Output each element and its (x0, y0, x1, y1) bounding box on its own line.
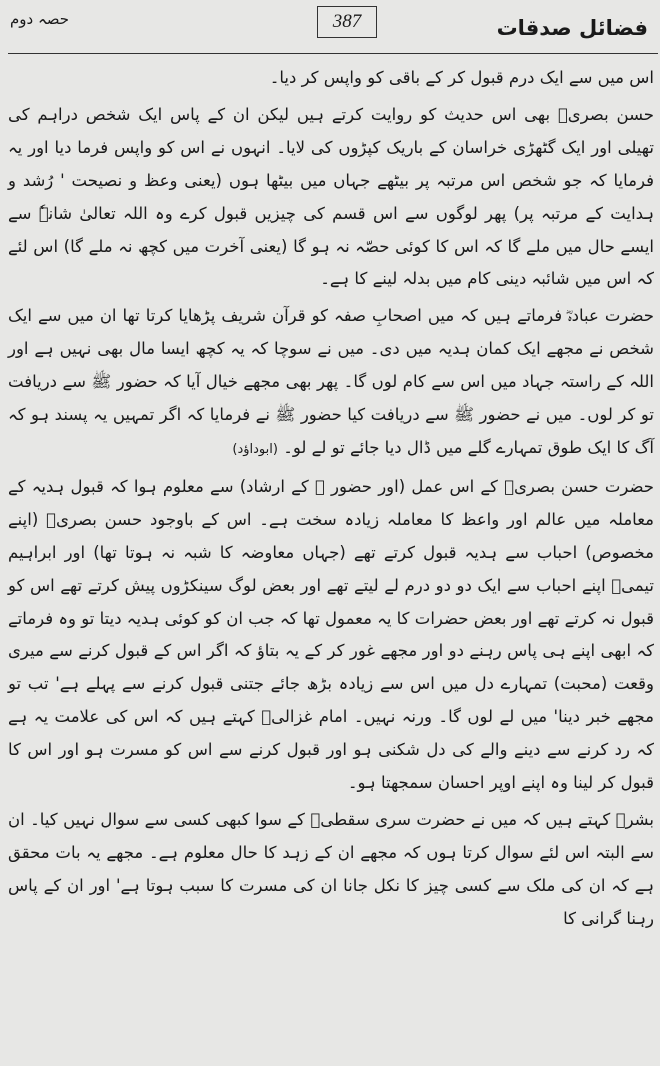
header-rule (8, 53, 658, 54)
paragraph (8, 471, 654, 800)
paragraph (8, 804, 654, 936)
paragraph-text: اس میں سے ایک درم قبول کر کے باقی کو واپس کر دیا۔ (269, 68, 654, 87)
page-number: 387 (317, 6, 377, 38)
book-title: فضائل صدقات (496, 16, 648, 40)
paragraph (8, 300, 654, 467)
paragraph-text: حضرت حسن بصریؒ کے اس عمل (اور حضور ﷺ کے ارشاد) سے معلوم ہوا کہ قبول ہدیہ کے معاملہ میں عالم اور واعظ کا معاملہ زیادہ سخت ہے۔ اس کے باوجود حسن بصریؒ (اپنے مخصوص) احباب سے ہدیہ قبول کرتے تھے (جہاں معاوضہ کا شبہ نہ ہوتا تھا) اور ابراہیم تیمیؒ اپنے احباب سے ایک دو دو درم لے لیتے تھے اور بعض لوگ سینکڑوں پیش کرتے تھے اس کو قبول نہ کرتے تھے اور بعض حضرات کا یہ معمول تھا کہ جب ان کو کوئی ہدیہ دیتا تو وہ فرماتے کہ ابھی اپنے ہی پاس رہنے دو اور مجھے غور کر کے یہ بتاؤ کہ اگر اس کے قبول کرنے سے میری وقعت (محبت) تمہارے دل میں اس سے زیادہ بڑھ جائے جتنی قبول کرنے سے پہلے ہے' تب تو مجھے خبر دینا' میں لے لوں گا۔ ورنہ نہیں۔ امام غزالیؒ کہتے ہیں کہ اس کی علامت یہ ہے کہ رد کرنے سے دینے والے کی دل شکنی ہو اور قبول کرنے سے اس کو مسرت ہو اور اس کا قبول کر لینا وہ اپنے اوپر احسان سمجھتا ہو۔ (8, 476, 654, 793)
hadith-reference: (ابوداؤد) (232, 441, 278, 457)
paragraph (8, 62, 654, 95)
section-label: حصہ دوم (10, 10, 70, 28)
paragraph-text: بشرؒ کہتے ہیں کہ میں نے حضرت سری سقطیؒ کے سوا کبھی کسی سے سوال نہیں کیا۔ ان سے البتہ اس لئے سوال کرتا ہوں کہ مجھے ان کے زہد کا حال معلوم ہے۔ مجھے یہ بات محقق ہے کہ ان کی ملک سے کسی چیز کا نکل جانا ان کی مسرت کا سبب ہوتا ہے' اور ان کے پاس رہنا گرانی کا (8, 809, 654, 928)
page-body (8, 62, 654, 936)
paragraph-text: حضرت عبادہؓ فرماتے ہیں کہ میں اصحابِ صفہ کو قرآن شریف پڑھایا کرتا تھا ان میں سے ایک شخص نے مجھے ایک کمان ہدیہ میں دی۔ میں نے سوچا کہ یہ کچھ ایسا مال بھی نہیں ہے اور اللہ کے راستہ جہاد میں اس سے کام لوں گا۔ پھر بھی مجھے خیال آیا کہ حضور ﷺ سے دریافت تو کر لوں۔ میں نے حضور ﷺ سے دریافت کیا حضور ﷺ نے فرمایا کہ اگر تمہیں یہ پسند ہو کہ آگ کا ایک طوق تمہارے گلے میں ڈال دیا جائے تو لے لو۔ (8, 306, 654, 457)
paragraph (8, 99, 654, 296)
page-header (0, 0, 660, 62)
paragraph-text: حسن بصریؒ بھی اس حدیث کو روایت کرتے ہیں لیکن ان کے پاس ایک شخص دراہم کی تھیلی اور ایک گٹھڑی خراسان کے باریک کپڑوں کی لایا۔ انہوں نے اس کو واپس فرما دیا اور یہ فرمایا کہ جو شخص اس مرتبہ پر بیٹھے جہاں میں بیٹھا ہوں (یعنی وعظ و نصیحت ' رُشد و ہدایت کے مرتبہ پر) پھر لوگوں سے اس قسم کی چیزیں قبول کرے وہ اللہ تعالیٰ شانہٗ سے ایسے حال میں ملے گا کہ اس کا کوئی حصّہ نہ ہو گا (یعنی آخرت میں کچھ نہ ملے گا) اس لئے کہ اس میں شائبہ دینی کام میں بدلہ لینے کا ہے۔ (8, 104, 654, 289)
